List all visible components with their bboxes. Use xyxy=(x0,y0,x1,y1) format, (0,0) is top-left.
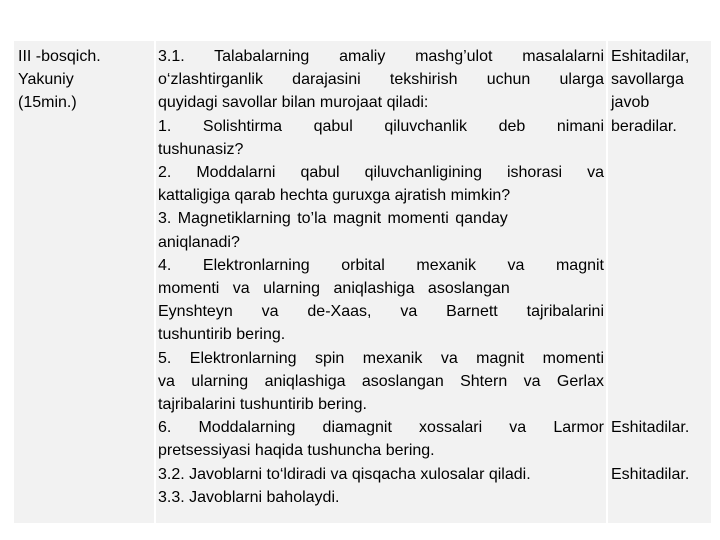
student-line: Eshitadilar. xyxy=(611,465,690,483)
student-activity-cell xyxy=(608,41,711,523)
content-line: va ularning aniqlashiga asoslangan Shtern va Gerlax xyxy=(158,372,604,390)
content-line: 1. Solishtirma qabul qiluvchanlik deb nimani xyxy=(158,117,604,135)
content-line: tushuntirib bering. xyxy=(158,326,286,344)
teacher-activity-cell xyxy=(156,41,606,523)
student-line: beradilar. xyxy=(611,117,677,135)
content-line: momenti va ularning aniqlashiga asoslangan xyxy=(158,280,510,297)
student-line: Eshitadilar. xyxy=(611,419,690,437)
student-line: Eshitadilar, xyxy=(611,48,690,65)
content-line: 3.1. Talabalarning amaliy mashg’ulot masalalarni xyxy=(158,48,604,65)
content-line: 4. Elektronlarning orbital mexanik va magnit xyxy=(158,256,604,274)
content-line: 6. Moddalarning diamagnit xossalari va Larmor xyxy=(158,419,604,437)
content-line: aniqlanadi? xyxy=(158,233,240,251)
content-line: pretsessiyasi haqida tushuncha bering. xyxy=(158,442,435,460)
content-line: 5. Elektronlarning spin mexanik va magnit momenti xyxy=(158,349,604,367)
stage-label: Yakuniy xyxy=(18,71,74,89)
content-line: 3. Magnetiklarning to’la magnit momenti qanday xyxy=(158,210,508,228)
content-line: o‘zlashtirganlik darajasini tekshirish uchun ularga xyxy=(158,71,604,89)
content-line: quyidagi savollar bilan murojaat qiladi: xyxy=(158,94,429,112)
content-line: 3.2. Javoblarni to‘ldiradi va qisqacha xulosalar qiladi. xyxy=(158,465,531,483)
content-line: kattaligiga qarab hechta guruxga ajratish mimkin? xyxy=(158,187,511,205)
student-line: javob xyxy=(611,94,650,112)
student-line: savollarga xyxy=(611,71,684,89)
stage-duration: (15min.) xyxy=(18,94,77,112)
content-line: 2. Moddalarni qabul qiluvchanligining ishorasi va xyxy=(158,164,604,181)
content-line: Eynshteyn va de-Xaas, va Barnett tajribalarini xyxy=(158,303,604,321)
stage-title: III -bosqich. xyxy=(18,48,101,65)
lesson-plan-table xyxy=(14,40,711,523)
content-line: 3.3. Javoblarni baholaydi. xyxy=(158,488,340,506)
content-line: tajribalarini tushuntirib bering. xyxy=(158,396,367,413)
stage-cell xyxy=(14,41,154,523)
content-line: tushunasiz? xyxy=(158,140,244,158)
